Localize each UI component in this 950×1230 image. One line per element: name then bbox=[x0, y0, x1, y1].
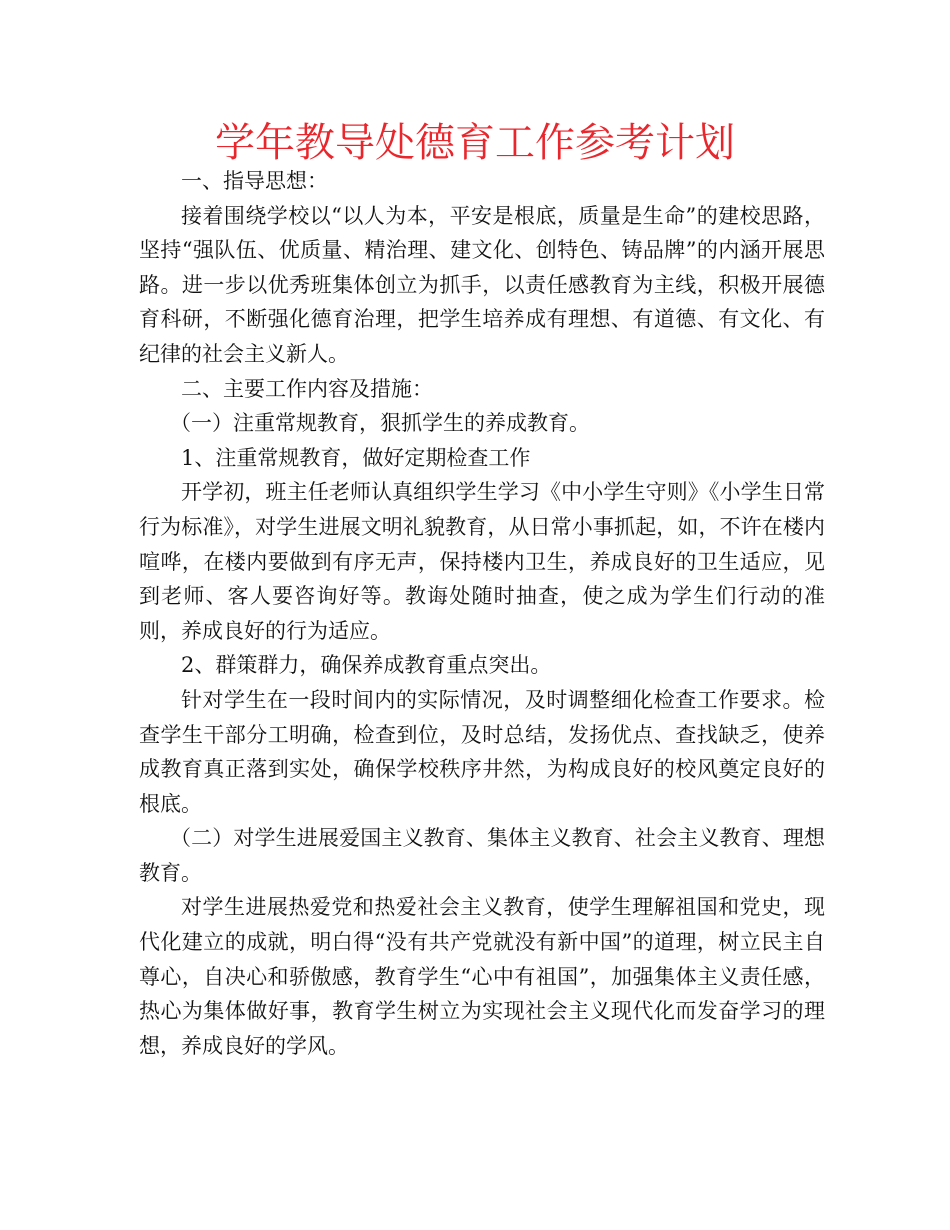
body-paragraph: 对学生进展热爱党和热爱社会主义教育，使学生理解祖国和党史，现代化建立的成就，明白得“没有共产党就没有新中国”的道理，树立民主自尊心，自决心和骄傲感，教育学生“心中有祖国”，加强集体主义责任感，热心为集体做好事，教育学生树立为实现社会主义现代化而发奋学习的理想，养成良好的学风。 bbox=[139, 895, 825, 1058]
body-paragraph: 针对学生在一段时间内的实际情况，及时调整细化检查工作要求。检查学生干部分工明确，检查到位，及时总结，发扬优点、查找缺乏，使养成教育真正落到实处，确保学校秩序井然，为构成良好的校风奠定良好的根底。 bbox=[139, 687, 825, 816]
item-heading: 2、群策群力，确保养成教育重点突出。 bbox=[181, 653, 552, 678]
section-heading: 二、主要工作内容及措施： bbox=[181, 376, 433, 401]
subsection-heading: （二）对学生进展爱国主义教育、集体主义教育、社会主义教育、理想教育。 bbox=[139, 826, 825, 885]
document-title: 学年教导处德育工作参考计划 bbox=[215, 120, 735, 166]
item-heading: 1、注重常规教育，做好定期检查工作 bbox=[181, 445, 531, 470]
document-body bbox=[139, 164, 825, 1063]
body-paragraph: 接着围绕学校以“以人为本，平安是根底，质量是生命”的建校思路，坚持“强队伍、优质量、精治理、建文化、创特色、铸品牌”的内涵开展思路。进一步以优秀班集体创立为抓手，以责任感教育为主线，积极开展德育科研，不断强化德育治理，把学生培养成有理想、有道德、有文化、有纪律的社会主义新人。 bbox=[139, 203, 825, 366]
subsection-heading: （一）注重常规教育，狠抓学生的养成教育。 bbox=[170, 411, 590, 436]
body-paragraph: 开学初，班主任老师认真组织学生学习《中小学生守则》《小学生日常行为标准》，对学生进展文明礼貌教育，从日常小事抓起，如，不许在楼内喧哗，在楼内要做到有序无声，保持楼内卫生，养成良好的卫生适应，见到老师、客人要咨询好等。教诲处随时抽查，使之成为学生们行动的准则，养成良好的行为适应。 bbox=[139, 480, 825, 643]
section-heading: 一、指导思想： bbox=[181, 169, 328, 193]
